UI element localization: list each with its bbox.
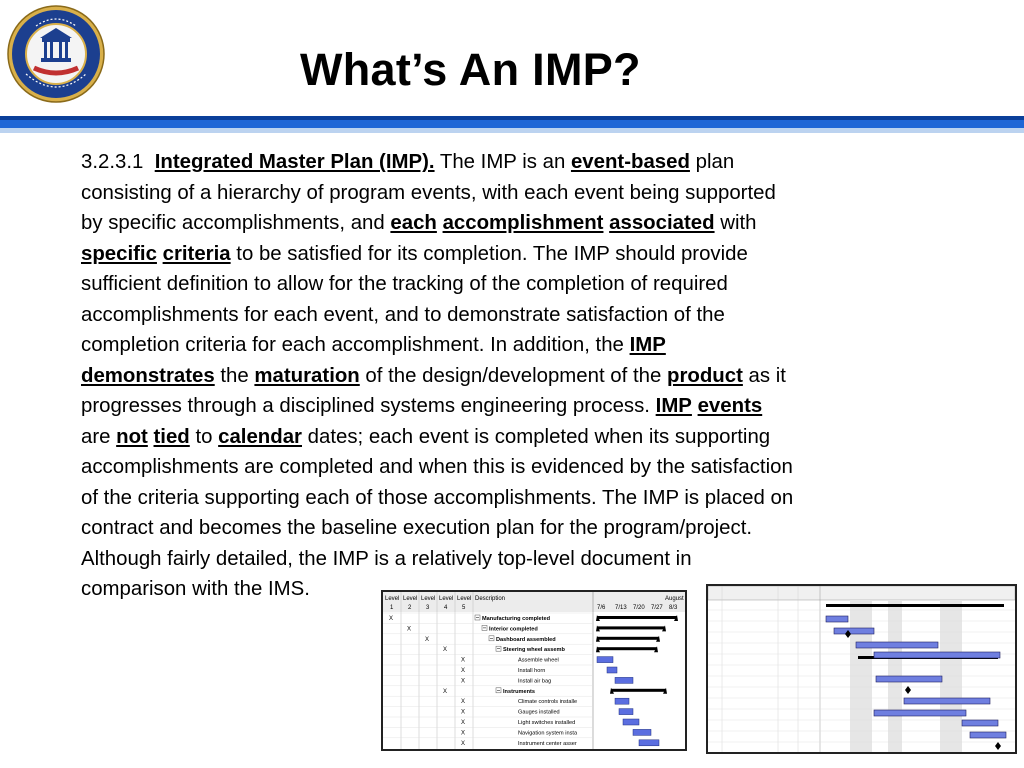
keyword: demonstrates <box>81 364 215 387</box>
keyword: criteria <box>162 242 231 265</box>
imp-table-screenshot <box>381 590 687 751</box>
text-line: contract and becomes the baseline execution plan for the program/project. <box>81 517 753 539</box>
task-bar <box>597 657 613 663</box>
text-line: of the criteria supporting each of those accomplishments. The IMP is placed on <box>81 486 794 509</box>
keyword: product <box>666 364 743 387</box>
task-description: Install horn <box>518 668 546 674</box>
month-header: August <box>665 596 684 602</box>
university-seal-logo <box>6 4 106 104</box>
date-header: 7/27 <box>651 605 663 611</box>
level-header: Level <box>403 596 418 602</box>
ims-gantt-screenshot <box>706 584 1017 754</box>
task-description: Navigation system insta <box>518 730 578 737</box>
date-header: 7/6 <box>597 605 606 611</box>
keyword: not <box>116 425 148 448</box>
task-description: Dashboard assembled <box>496 636 556 643</box>
level-header: Level <box>457 596 472 602</box>
task-bar <box>619 709 633 715</box>
keyword: calendar <box>218 425 302 448</box>
level-number: 3 <box>426 605 430 611</box>
section-number: 3.2.3.1 <box>81 151 144 173</box>
task-bar <box>639 740 659 746</box>
level-mark: X <box>461 709 466 716</box>
keyword: each <box>390 212 437 234</box>
level-mark: X <box>461 678 466 685</box>
text-line: by specific accomplishments, and each accomplishment associated with <box>81 212 757 234</box>
keyword: accomplishment <box>442 212 604 234</box>
text-line: are not tied to calendar dates; each event is completed when its supporting <box>81 425 771 448</box>
text-line: demonstrates the maturation of the design/development of the product as it <box>81 364 786 387</box>
summary-bar <box>597 616 677 619</box>
task-description: Gauges installed <box>518 709 560 716</box>
summary-bar <box>611 689 666 692</box>
text-line: comparison with the IMS. <box>81 578 310 600</box>
text-line: accomplishments are completed and when this is evidenced by the satisfaction <box>81 456 793 478</box>
level-mark: X <box>461 740 466 747</box>
keyword: events <box>697 395 763 417</box>
date-header: 8/3 <box>669 605 678 611</box>
task-description: Assemble wheel <box>518 657 559 664</box>
task-description: Interior completed <box>489 626 538 633</box>
summary-bar <box>597 626 665 629</box>
level-mark: X <box>461 730 466 737</box>
keyword: associated <box>609 212 715 234</box>
keyword: Integrated Master Plan (IMP). <box>154 151 435 173</box>
task-description: Instruments <box>503 688 536 695</box>
level-header: Level <box>385 596 400 602</box>
level-header: Level <box>439 596 454 602</box>
text-line: sufficient definition to allow for the tracking of the completion of required <box>81 273 728 295</box>
imp-table-graphic <box>383 592 685 749</box>
task-description: Climate controls installe <box>518 699 578 706</box>
level-mark: X <box>461 720 466 726</box>
ims-gantt-graphic <box>708 586 1015 752</box>
level-number: 4 <box>444 605 448 611</box>
keyword: IMP <box>655 395 692 417</box>
task-bar <box>633 729 651 735</box>
text-line: completion criteria for each accomplishment. In addition, the IMP <box>81 334 666 356</box>
task-description: Steering wheel assemb <box>503 647 565 654</box>
keyword: tied <box>153 425 190 448</box>
text-line: 3.2.3.1 Integrated Master Plan (IMP). The IMP is an event-based plan <box>81 151 735 173</box>
level-mark: X <box>407 626 412 633</box>
level-mark: X <box>425 636 430 643</box>
text-line: accomplishments for each event, and to demonstrate satisfaction of the <box>81 303 725 326</box>
keyword: specific <box>81 242 157 265</box>
task-description: Install air bag <box>518 678 552 685</box>
level-mark: X <box>389 616 394 622</box>
keyword: maturation <box>254 364 360 387</box>
task-description: Light switches installed <box>518 720 576 726</box>
task-description: Instrument center asser <box>518 740 577 747</box>
level-number: 2 <box>408 605 412 611</box>
task-description: Manufacturing completed <box>482 616 551 622</box>
task-bar <box>623 719 639 725</box>
level-mark: X <box>461 668 466 674</box>
task-bar <box>615 677 633 683</box>
text-line: consisting of a hierarchy of program events, with each event being supported <box>81 181 776 204</box>
text-line: specific criteria to be satisfied for its completion. The IMP should provide <box>81 242 748 265</box>
level-header: Level <box>421 596 436 602</box>
task-bar <box>607 667 617 673</box>
keyword: IMP <box>629 334 666 356</box>
level-mark: X <box>461 657 466 664</box>
body-paragraph <box>81 147 1011 605</box>
header-divider-band <box>0 116 1024 136</box>
text-line: Although fairly detailed, the IMP is a relatively top-level document in <box>81 547 692 570</box>
date-header: 7/20 <box>633 605 645 611</box>
level-mark: X <box>443 647 448 654</box>
slide-title: What’s An IMP? <box>300 44 641 95</box>
level-number: 5 <box>462 605 466 611</box>
text-line: progresses through a disciplined systems engineering process. IMP events <box>81 395 763 417</box>
task-bar <box>615 698 629 704</box>
summary-bar <box>597 637 659 640</box>
level-mark: X <box>443 688 448 695</box>
date-header: 7/13 <box>615 605 627 611</box>
keyword: event-based <box>570 151 690 173</box>
level-mark: X <box>461 699 466 706</box>
level-number: 1 <box>390 605 394 611</box>
summary-bar <box>597 647 657 650</box>
description-header: Description <box>475 596 506 602</box>
